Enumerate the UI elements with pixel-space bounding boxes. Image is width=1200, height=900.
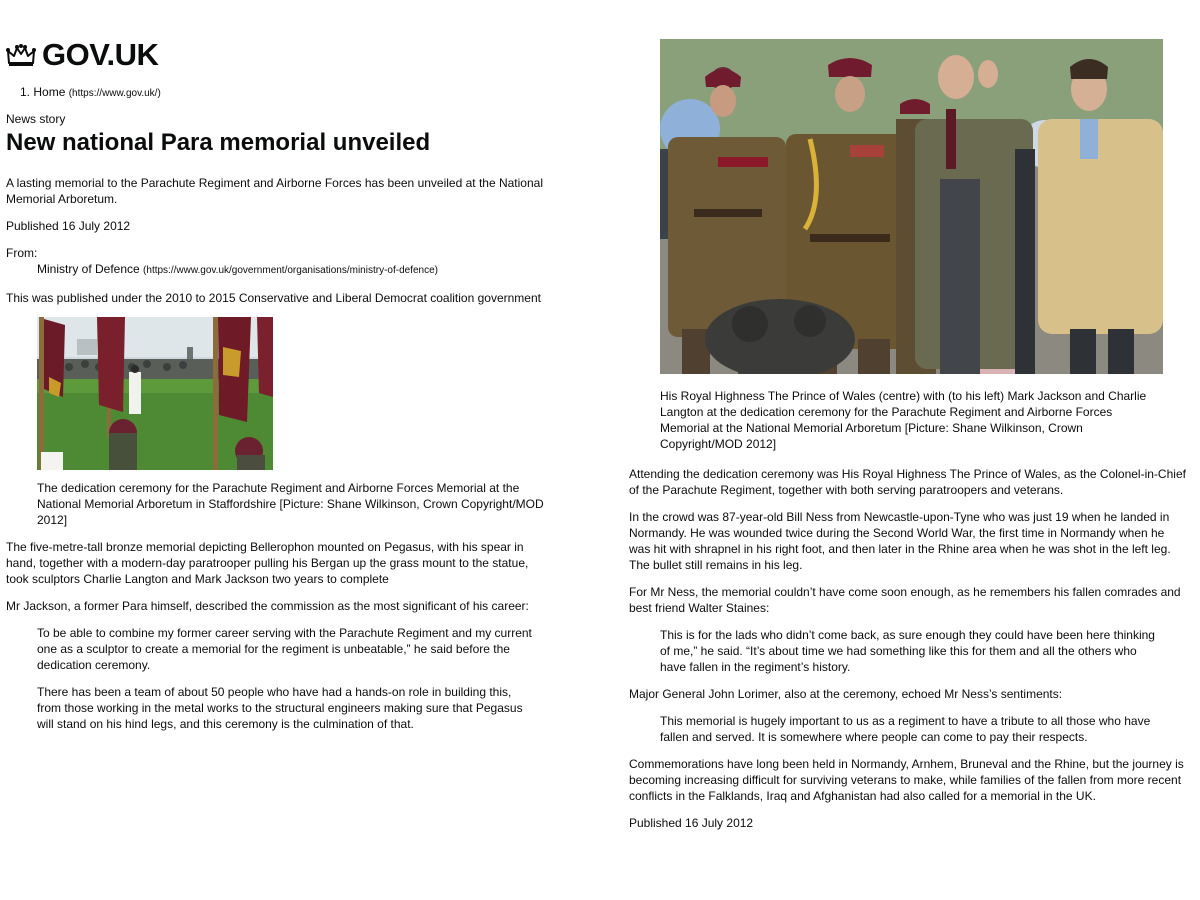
breadcrumb-home-url: (https://www.gov.uk/): [68, 88, 161, 99]
quote-paragraph: This memorial is hugely important to us as a regiment to have a tribute to all those who have fallen and served. It is somewhere where people can come to pay their respects.: [660, 714, 1151, 744]
prince-image-caption: His Royal Highness The Prince of Wales (centre) with (to his left) Mark Jackson and Charlie Langton at the dedication ceremony for the Parachute Regiment and Airborne Forces Memorial at the National Memorial Arboretum [Picture: Shane Wilkinson, Crown Copyright/MOD 2012]: [660, 389, 1147, 451]
history-notice: This was published under the 2010 to 2015 Conservative and Liberal Democrat coalition government: [6, 291, 541, 305]
summary: A lasting memorial to the Parachute Regiment and Airborne Forces has been unveiled at the National Memorial Arboretum.: [6, 176, 543, 206]
document-type: News story: [6, 112, 66, 126]
published-date: Published 16 July 2012: [6, 219, 131, 233]
ceremony-image: [37, 317, 273, 470]
quote-lorimer: [660, 713, 1160, 745]
crown-icon: [6, 43, 36, 67]
figure-prince: [660, 39, 1187, 452]
from-org-link[interactable]: Ministry of Defence: [37, 262, 140, 276]
right-column: [629, 39, 1187, 842]
quote-jackson-1: [37, 625, 537, 732]
footer-published-date: Published 16 July 2012: [629, 816, 754, 830]
ceremony-image-caption: The dedication ceremony for the Parachute Regiment and Airborne Forces Memorial at the National Memorial Arboretum in Staffordshire [Picture: Shane Wilkinson, Crown Copyright/MOD 2012]: [37, 481, 544, 527]
prince-of-wales-image: [660, 39, 1163, 374]
body-paragraph-5: For Mr Ness, the memorial couldn’t have come soon enough, as he remembers his fallen comrades and best friend Walter Staines:: [629, 585, 1181, 615]
breadcrumb-home-link[interactable]: Home: [33, 85, 66, 99]
body-paragraph-3: Attending the dedication ceremony was His Royal Highness The Prince of Wales, as the Colonel-in-Chief of the Parachute Regiment, together with both serving paratroopers and veterans.: [629, 467, 1186, 497]
from-label: From:: [6, 246, 38, 260]
breadcrumb: [20, 84, 161, 102]
page-title: New national Para memorial unveiled: [6, 129, 431, 156]
body-paragraph-1: The five-metre-tall bronze memorial depicting Bellerophon mounted on Pegasus, with his spear in hand, together with a modern-day paratrooper pulling his Bergan up the grass mount to the statue, took sculptors Charlie Langton and Mark Jackson two years to complete: [6, 540, 529, 586]
quote-paragraph: There has been a team of about 50 people who have had a hands-on role in building this, from those working in the metal works to the structural engineers making sure that Pegasus will stand on his hind legs, and this ceremony is the culmination of that.: [37, 685, 523, 731]
breadcrumb-number: 1.: [20, 85, 31, 99]
from-org-url: (https://www.gov.uk/government/organisations/ministry-of-defence): [143, 265, 438, 276]
figure-ceremony: [37, 317, 554, 528]
govuk-logo-link[interactable]: [6, 38, 158, 72]
from-org: [37, 261, 554, 279]
left-column: [6, 175, 554, 743]
body-paragraph-4: In the crowd was 87-year-old Bill Ness from Newcastle-upon-Tyne who was just 19 when he landed in Normandy. He was wounded twice during the Second World War, the first time in Normandy when he was hit with shrapnel in his right foot, and then later in the Rhine area when he was shot in the left leg. The bullet still remains in his leg.: [629, 510, 1171, 572]
quote-ness: [660, 627, 1160, 675]
body-paragraph-2: Mr Jackson, a former Para himself, described the commission as the most significant of his career:: [6, 599, 529, 613]
body-paragraph-7: Commemorations have long been held in Normandy, Arnhem, Bruneval and the Rhine, but the journey is becoming increasing difficult for surviving veterans to make, while families of the fallen from more recent conflicts in the Falklands, Iraq and Afghanistan had also called for a memorial in the UK.: [629, 757, 1184, 803]
body-paragraph-6: Major General John Lorimer, also at the ceremony, echoed Mr Ness’s sentiments:: [629, 687, 1063, 701]
logo-text: GOV.UK: [42, 37, 159, 72]
quote-paragraph: This is for the lads who didn’t come back, as sure enough they could have been here thinking of me,” he said. “It’s about time we had something like this for them and all the others who have fallen in the regiment’s history.: [660, 628, 1155, 674]
quote-paragraph: To be able to combine my former career serving with the Parachute Regiment and my current one as a sculptor to create a memorial for the regiment is unbeatable,” he said before the dedication ceremony.: [37, 626, 532, 672]
